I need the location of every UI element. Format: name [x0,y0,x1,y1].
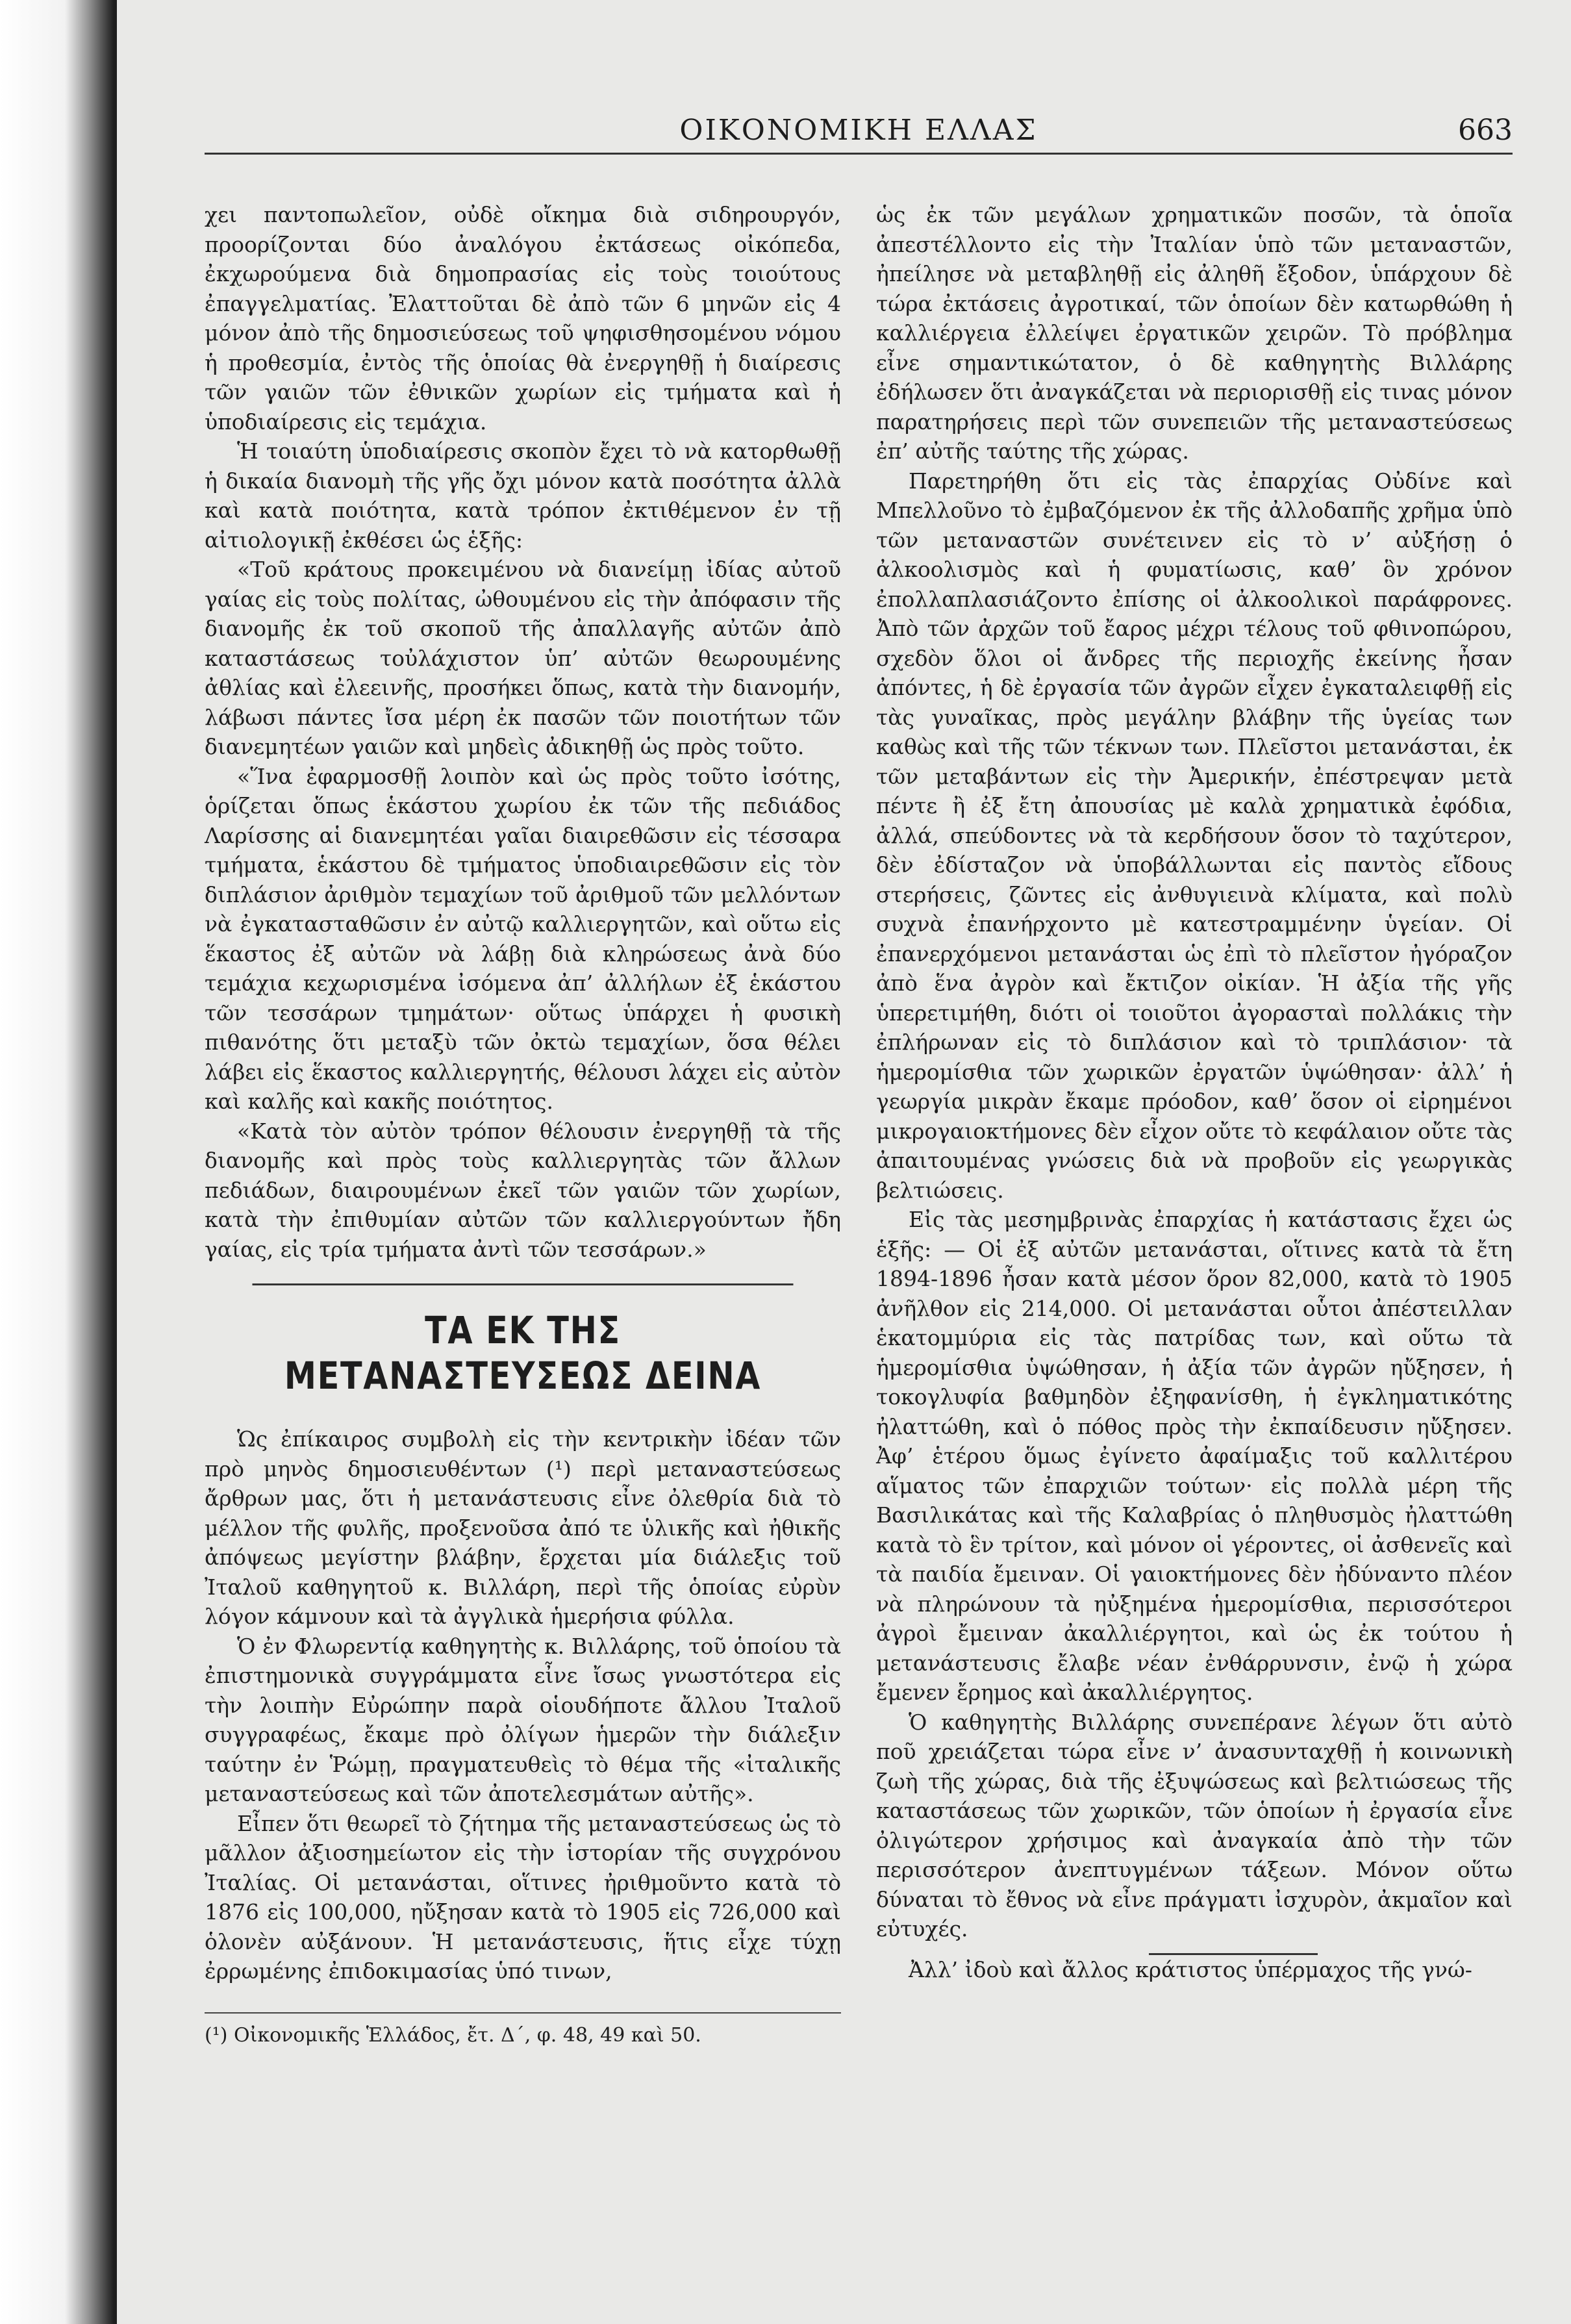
paragraph: «Ἵνα ἐφαρμοσθῇ λοιπὸν καὶ ὡς πρὸς τοῦτο ἰσότης, ὁρίζεται ὅπως ἑκάστου χωρίου ἐκ τῶν τῆς πεδιάδος Λαρίσσης αἱ διανεμητέαι γαῖαι διαιρεθῶσιν εἰς τέσσαρα τμήματα, ἑκάστου δὲ τμήματος ὑποδιαιρεθῶσιν εἰς τὸν διπλάσιον ἀριθμὸν τεμαχίων τοῦ ἀριθμοῦ τῶν μελλόντων νὰ ἐγκατασταθῶσιν ἐν αὐτῷ καλλιεργητῶν, καὶ οὕτω εἰς ἕκαστος ἐξ αὐτῶν νὰ λάβῃ διὰ κληρώσεως ἀνὰ δύο τεμάχια κεχωρισμένα ἰσόμενα ἀπ’ ἀλλήλων ἐξ ἑκάστου τῶν τεσσάρων τμημάτων· οὕτως ὑπάρχει ἡ φυσικὴ πιθανότης ὅτι μεταξὺ τῶν ὀκτὼ τεμαχίων, ὅσα θέλει λάβει εἰς ἕκαστος καλλιεργητής, θέλουσι λάχει εἰς αὐτὸν καὶ καλῆς καὶ κακῆς ποιότητος. [205,763,841,1114]
book-gutter [0,0,117,2324]
document-page [117,0,1571,2324]
text-columns [205,200,1513,2049]
paragraph: Ὁ καθηγητὴς Βιλλάρης συνεπέρανε λέγων ὅτι αὐτὸ ποῦ χρειάζεται τώρα εἶνε ν’ ἀνασυνταχθῇ ἡ κοινωνικὴ ζωὴ τῆς χώρας, διὰ τῆς ἐξυψώσεως καὶ βελτιώσεως τῆς καταστάσεως τῶν χωρικῶν, τῶν ὁποίων ἡ ἐργασία εἶνε ὀλιγώτερον χρήσιμος καὶ ἀναγκαία ἀπὸ τὴν τῶν περισσότερον ἀνεπτυγμένων τάξεων. Μόνον οὕτω δύναται τὸ ἔθνος νὰ εἶνε πράγματι ἰσχυρὸν, ἀκμαῖον καὶ εὐτυχές. [876,1709,1513,1941]
closing-line: Ἀλλ’ ἰδοὺ καὶ ἄλλος κράτιστος ὑπέρμαχος τῆς γνώ- [909,1956,1472,1982]
paragraph: Ὁ ἐν Φλωρεντίᾳ καθηγητὴς κ. Βιλλάρης, τοῦ ὁποίου τὰ ἐπιστημονικὰ συγγράμματα εἶνε ἴσως γνωστότερα εἰς τὴν λοιπὴν Εὐρώπην παρὰ οἱουδήποτε ἄλλου Ἰταλοῦ συγγραφέως, ἔκαμε πρὸ ὀλίγων ἡμερῶν τὴν διάλεξιν ταύτην ἐν Ῥώμῃ, πραγματευθεὶς τὸ θέμα τῆς «ἰταλικῆς μεταναστεύσεως καὶ τῶν ἀποτελεσμάτων αὐτῆς». [205,1633,841,1806]
left-column [205,200,841,2049]
running-title: ΟΙΚΟΝΟΜΙΚΗ ΕΛΛΑΣ [679,114,1038,147]
paragraph: Εἶπεν ὅτι θεωρεῖ τὸ ζήτημα τῆς μεταναστεύσεως ὡς τὸ μᾶλλον ἀξιοσημείωτον εἰς τὴν ἱστορίαν τῆς συγχρόνου Ἰταλίας. Οἱ μετανάσται, οἵτινες ἠριθμοῦντο κατὰ τὸ 1876 εἰς 100,000, ηὔξησαν κατὰ τὸ 1905 εἰς 726,000 καὶ ὁλονὲν αὐξάνουν. Ἡ μετανάστευσις, ἥτις εἶχε τύχῃ ἐρρωμένης ἐπιδοκιμασίας ὑπό τινων, [205,1810,841,1984]
paragraph: Εἰς τὰς μεσημβρινὰς ἐπαρχίας ἡ κατάστασις ἔχει ὡς ἑξῆς: — Οἱ ἐξ αὐτῶν μετανάσται, οἵτινες κατὰ τὰ ἔτη 1894-1896 ἦσαν κατὰ μέσον ὅρον 82,000, κατὰ τὸ 1905 ἀνῆλθον εἰς 214,000. Οἱ μετανάσται οὗτοι ἀπέστειλλαν ἑκατομμύρια εἰς τὰς πατρίδας των, καὶ οὕτω τὰ ἡμερομίσθια ὑψώθησαν, ἡ ἀξία τῶν ἀγρῶν ηὔξησεν, ἡ τοκογλυφία βαθμηδὸν ἐξηφανίσθη, ἡ ἐγκληματικότης ἠλαττώθη, καὶ ὁ πόθος πρὸς τὴν ἐκπαίδευσιν ηὔξησεν. Ἀφ’ ἑτέρου ὅμως ἐγίνετο ἀφαίμαξις τοῦ καλλιτέρου αἵματος τῶν ἐπαρχιῶν τούτων· εἰς πολλὰ μέρη τῆς Βασιλικάτας καὶ τῆς Καλαβρίας ὁ πληθυσμὸς ἠλαττώθη κατὰ τὸ ἓν τρίτον, καὶ μόνον οἱ γέροντες, οἱ ἀσθενεῖς καὶ τὰ παιδία ἔμειναν. Οἱ γαιοκτήμονες δὲν ἠδύναντο πλέον νὰ πληρώνουν τὰ ηὐξημένα ἡμερομίσθια, περισσότεροι ἀγροὶ ἔμειναν ἀκαλλιέργητοι, καὶ ὡς ἐκ τούτου ἡ μετανάστευσις ἔλαβε νέαν ἐνθάρρυνσιν, ἐνῷ ἡ χώρα ἔμενεν ἔρημος καὶ ἀκαλλιέργητος. [876,1207,1513,1705]
paragraph: «Τοῦ κράτους προκειμένου νὰ διανείμῃ ἰδίας αὐτοῦ γαίας εἰς τοὺς πολίτας, ὠθουμένου εἰς τὴν ἀπόφασιν τῆς διανομῆς ἐκ τοῦ σκοποῦ τῆς ἀπαλλαγῆς αὐτῶν ἀπὸ καταστάσεως τοὐλάχιστον ὑπ’ αὐτῶν θεωρουμένης ἀθλίας καὶ ἐλεεινῆς, προσήκει ὅπως, κατὰ τὴν διανομήν, λάβωσι πάντες ἴσα μέρη ἐκ πασῶν τῶν ποιοτήτων τῶν διανεμητέων γαιῶν καὶ μηδεὶς ἀδικηθῇ ὡς πρὸς τοῦτο. [205,557,841,759]
paragraph: Ὡς ἐπίκαιρος συμβολὴ εἰς τὴν κεντρικὴν ἰδέαν τῶν πρὸ μηνὸς δημοσιευθέντων (¹) περὶ μεταναστεύσεως ἄρθρων μας, ὅτι ἡ μετανάστευσις εἶνε ὀλεθρία διὰ τὸ μέλλον τῆς φυλῆς, προξενοῦσα ἀπό τε ὑλικῆς καὶ ἠθικῆς ἀπόψεως μεγίστην βλάβην, ἔρχεται μία διάλεξις τοῦ Ἰταλοῦ καθηγητοῦ κ. Βιλλάρη, περὶ τῆς ὁποίας εὐρὺν λόγον κάμνουν καὶ τὰ ἀγγλικὰ ἡμερήσια φύλλα. [205,1426,841,1629]
right-column [876,200,1513,2049]
paragraph: χει παντοπωλεῖον, οὐδὲ οἴκημα διὰ σιδηρουργόν, προορίζονται δύο ἀναλόγου ἐκτάσεως οἰκόπεδα, ἐκχωρούμενα διὰ δημοπρασίας εἰς τοὺς τοιούτους ἐπαγγελματίας. Ἐλαττοῦται δὲ ἀπὸ τῶν 6 μηνῶν εἰς 4 μόνον ἀπὸ τῆς δημοσιεύσεως τοῦ ψηφισθησομένου νόμου ἡ προθεσμία, ἐντὸς τῆς ὁποίας θὰ ἐνεργηθῇ ἡ διαίρεσις τῶν γαιῶν τῶν ἐθνικῶν χωρίων εἰς τμήματα καὶ ἡ ὑποδιαίρεσις εἰς τεμάχια. [205,202,841,435]
section-title: ΤΑ ΕΚ ΤΗΣ ΜΕΤΑΝΑΣΤΕΥΣΕΩΣ ΔΕΙΝΑ [253,1283,794,1398]
paragraph: Παρετηρήθη ὅτι εἰς τὰς ἐπαρχίας Οὐδίνε καὶ Μπελλοῦνο τὸ ἐμβαζόμενον ἐκ τῆς ἀλλοδαπῆς χρῆμα ὑπὸ τῶν μεταναστῶν συνέτεινεν εἰς τὸ ν’ αὐξήσῃ ὁ ἀλκοολισμὸς καὶ ἡ φυματίωσις, καθ’ ὃν χρόνον ἐπολλαπλασιάζοντο ἐπίσης οἱ ἀλκοολικοὶ παράφρονες. Ἀπὸ τῶν ἀρχῶν τοῦ ἔαρος μέχρι τέλους τοῦ φθινοπώρου, σχεδὸν ὅλοι οἱ ἄνδρες τῆς περιοχῆς ἐκείνης ἦσαν ἀπόντες, ἡ δὲ ἐργασία τῶν ἀγρῶν εἶχεν ἐγκαταλειφθῇ εἰς τὰς γυναῖκας, πρὸς μεγάλην βλάβην τῆς ὑγείας των καθὼς καὶ τῆς τῶν τέκνων των. Πλεῖστοι μετανάσται, ἐκ τῶν μεταβάντων εἰς τὴν Ἀμερικήν, ἐπέστρεψαν μετὰ πέντε ἢ ἐξ ἔτη ἀπουσίας μὲ καλὰ χρηματικὰ ἐφόδια, ἀλλά, σπεύδοντες νὰ τὰ κερδήσουν ὅσον τὸ ταχύτερον, δὲν ἐδίσταζον νὰ ὑποβάλλωνται εἰς παντὸς εἴδους στερήσεις, ζῶντες εἰς ἀνθυγιεινὰ κλίματα, καὶ πολὺ συχνὰ ἐπανήρχοντο μὲ κατεστραμμένην ὑγείαν. Οἱ ἐπανερχόμενοι μετανάσται ὡς ἐπὶ τὸ πλεῖστον ἠγόραζον ἀπὸ ἕνα ἀγρὸν καὶ ἔκτιζον οἰκίαν. Ἡ ἀξία τῆς γῆς ὑπερετιμήθη, διότι οἱ τοιοῦτοι ἀγορασταὶ πολλάκις τὴν ἐπλήρωναν εἰς τὸ διπλάσιον καὶ τὸ τριπλάσιον· τὰ ἡμερομίσθια τῶν χωρικῶν ἐργατῶν ὑψώθησαν· ἀλλ’ ἡ γεωργία μικρὰν ἔκαμε πρόοδον, καθ’ ὅσον οἱ εἰρημένοι μικρογαιοκτήμονες δὲν εἶχον οὔτε τὸ κεφάλαιον οὔτε τὰς ἀπαιτουμένας γνώσεις διὰ νὰ προβοῦν εἰς γεωργικὰς βελτιώσεις. [876,468,1513,1203]
paragraph: «Κατὰ τὸν αὐτὸν τρόπον θέλουσιν ἐνεργηθῇ τὰ τῆς διανομῆς καὶ πρὸς τοὺς καλλιεργητὰς τῶν ἄλλων πεδιάδων, διαιρουμένων ἐκεῖ τῶν γαιῶν τῶν χωρίων, κατὰ τὴν ἐπιθυμίαν αὐτῶν τῶν καλλιεργούντων ἤδη γαίας, εἰς τρία τμήματα ἀντὶ τῶν τεσσάρων.» [205,1118,841,1262]
paragraph: Ἡ τοιαύτη ὑποδιαίρεσις σκοπὸν ἔχει τὸ νὰ κατορθωθῇ ἡ δικαία διανομὴ τῆς γῆς ὄχι μόνον κατὰ ποσότητα ἀλλὰ καὶ κατὰ ποιότητα, κατὰ τρόπον ἐκτιθέμενον ἐν τῇ αἰτιολογικῇ ἐκθέσει ὡς ἑξῆς: [205,438,841,553]
paragraph: ὡς ἐκ τῶν μεγάλων χρηματικῶν ποσῶν, τὰ ὁποῖα ἀπεστέλλοντο εἰς τὴν Ἰταλίαν ὑπὸ τῶν μεταναστῶν, ἠπείλησε νὰ μεταβληθῇ εἰς ἀληθῆ ἔξοδον, ὑπάρχουν δὲ τώρα ἐκτάσεις ἀγροτικαί, τῶν ὁποίων δὲν κατωρθώθη ἡ καλλιέργεια ἐλλείψει ἐργατικῶν χειρῶν. Τὸ πρόβλημα εἶνε σημαντικώτατον, ὁ δὲ καθηγητὴς Βιλλάρης ἐδήλωσεν ὅτι ἀναγκάζεται νὰ περιορισθῇ εἰς τινας μόνον παρατηρήσεις περὶ τῶν συνεπειῶν τῆς μεταναστεύσεως ἐπ’ αὐτῆς ταύτης τῆς χώρας. [876,202,1513,464]
page-header [205,107,1513,155]
footnote: (¹) Οἰκονομικῆς Ἑλλάδος, ἔτ. Δ΄, φ. 48, 49 καὶ 50. [205,2012,841,2049]
page-number: 663 [1458,114,1513,147]
